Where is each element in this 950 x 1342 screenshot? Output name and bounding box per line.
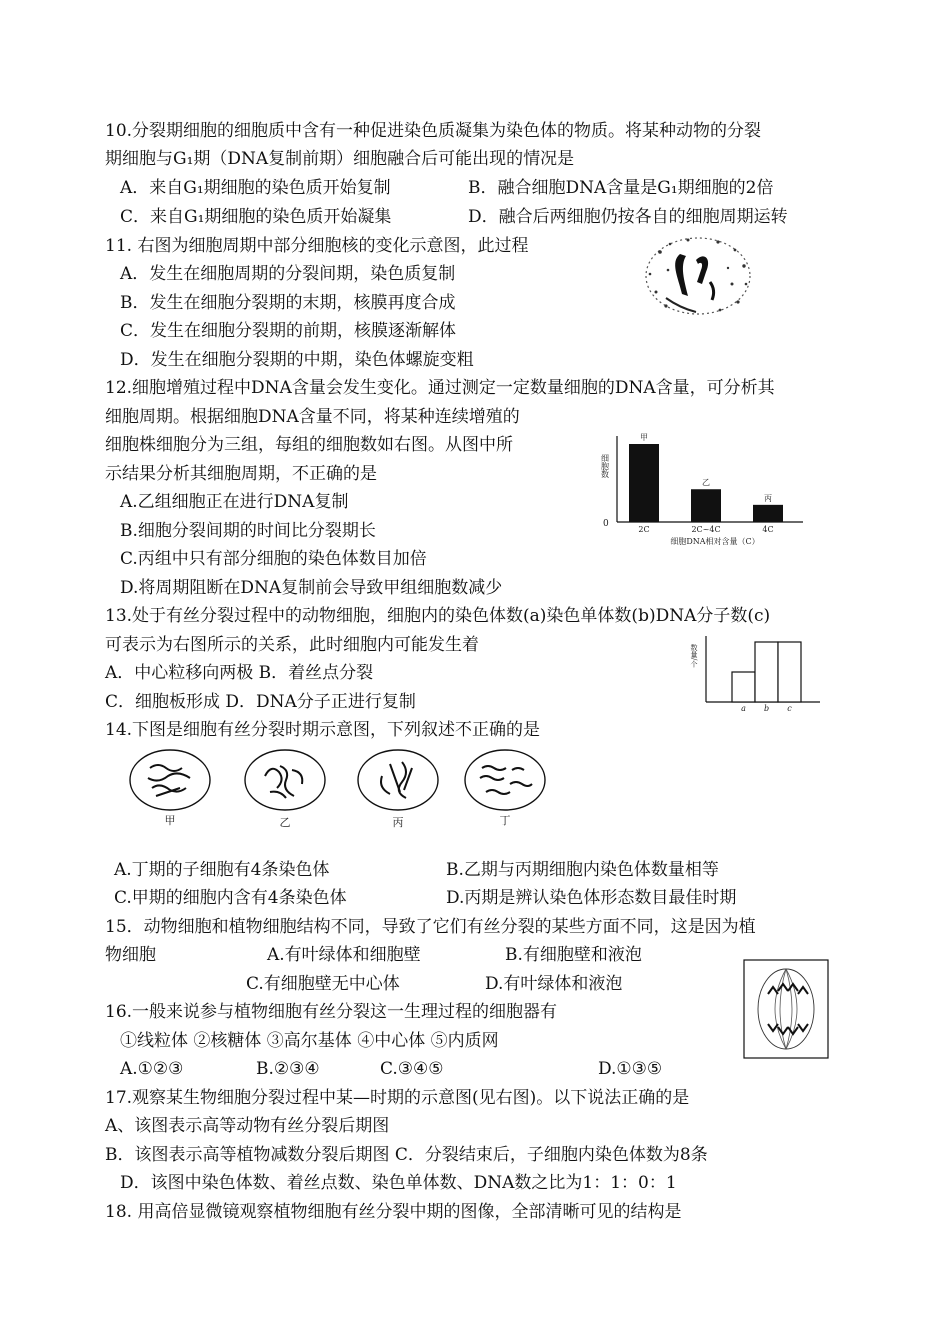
- q14-stem: 14.下图是细胞有丝分裂时期示意图，下列叙述不正确的是: [105, 720, 541, 740]
- q17-option-a: A、该图表示高等动物有丝分裂后期图: [105, 1116, 390, 1136]
- q10-option-a: A．来自G₁期细胞的染色质开始复制: [120, 178, 391, 198]
- chart2-ylabel: 数量/个: [690, 644, 698, 668]
- abc-bar-chart: [680, 630, 830, 715]
- q16-option-b: B.②③④: [256, 1059, 320, 1079]
- q17-stem: 17.观察某生物细胞分裂过程中某—时期的示意图(见右图)。以下说法正确的是: [105, 1088, 690, 1108]
- chart2-bar-2: [778, 642, 801, 702]
- q15-option-d: D.有叶绿体和液泡: [485, 974, 623, 994]
- nucleus-figure: [640, 232, 760, 322]
- q11-option-b: B．发生在细胞分裂期的末期，核膜再度合成: [120, 293, 456, 313]
- q14-option-a: A.丁期的子细胞有4条染色体: [114, 860, 330, 880]
- q15-option-a: A.有叶绿体和细胞壁: [267, 945, 421, 965]
- chart2-tick-0: a: [741, 704, 746, 713]
- q16-stem: 16.一般来说参与植物细胞有丝分裂这一生理过程的细胞器有: [105, 1002, 558, 1022]
- chart2-bar-1: [755, 642, 778, 702]
- cell-bing-icon: [358, 750, 438, 810]
- chart2-tick-2: c: [787, 704, 792, 713]
- chart2-bar-0: [732, 672, 755, 702]
- plant-cell-anaphase-figure: [742, 958, 830, 1060]
- q17-option-d: D．该图中染色体数、着丝点数、染色单体数、DNA数之比为1：1：0：1: [120, 1173, 677, 1193]
- q13-stem-line2: 可表示为右图所示的关系，此时细胞内可能发生着: [105, 635, 479, 655]
- chart1-ylabel: 细胞数: [600, 454, 610, 478]
- q12-stem-line3: 细胞株细胞分为三组，每组的细胞数如右图。从图中所: [105, 435, 513, 455]
- q12-option-d: D.将周期阻断在DNA复制前会导致甲组细胞数减少: [120, 578, 503, 598]
- q11-option-c: C．发生在细胞分裂期的前期，核膜逐渐解体: [120, 321, 457, 341]
- caption-ding: 丁: [499, 814, 511, 827]
- q10-option-d: D．融合后两细胞仍按各自的细胞周期运转: [468, 207, 788, 227]
- chart1-tick-2: 4C: [762, 525, 774, 534]
- chart1-bar-0: [629, 444, 659, 522]
- chart1-tick-1: 2C~4C: [691, 525, 721, 534]
- q18-stem: 18. 用高倍显微镜观察植物细胞有丝分裂中期的图像，全部清晰可见的结构是: [105, 1202, 682, 1222]
- q10-stem-line2: 期细胞与G₁期（DNA复制前期）细胞融合后可能出现的情况是: [105, 149, 575, 169]
- chart1-tick-0: 2C: [638, 525, 650, 534]
- chart1-bar-1: [691, 489, 721, 522]
- q14-option-b: B.乙期与丙期细胞内染色体数量相等: [446, 860, 719, 880]
- q12-stem-line4: 示结果分析其细胞周期，不正确的是: [105, 464, 377, 484]
- q17-options-bc: B．该图表示高等植物减数分裂后期图 C．分裂结束后，子细胞内染色体数为8条: [105, 1145, 708, 1165]
- cell-ding-icon: [465, 750, 545, 810]
- q11-option-a: A．发生在细胞周期的分裂间期，染色质复制: [120, 264, 456, 284]
- q10-stem-line1: 10.分裂期细胞的细胞质中含有一种促进染色质凝集为染色体的物质。将某种动物的分裂: [105, 121, 762, 141]
- q12-stem-line2: 细胞周期。根据细胞DNA含量不同，将某种连续增殖的: [105, 407, 520, 427]
- q13-options-ab: A．中心粒移向两极 B．着丝点分裂: [105, 663, 374, 683]
- q15-stem-line2: 物细胞: [105, 945, 156, 965]
- dna-content-bar-chart: [595, 430, 815, 550]
- q14-option-c: C.甲期的细胞内含有4条染色体: [114, 888, 347, 908]
- q16-option-a: A.①②③: [120, 1059, 184, 1079]
- caption-bing: 丙: [392, 816, 404, 829]
- q10-option-c: C．来自G₁期细胞的染色质开始凝集: [120, 207, 392, 227]
- chart1-xlabel: 细胞DNA相对含量（C）: [670, 537, 760, 546]
- q12-option-b: B.细胞分裂间期的时间比分裂期长: [120, 521, 376, 541]
- q15-stem-line1: 15．动物细胞和植物细胞结构不同，导致了它们有丝分裂的某些方面不同，这是因为植: [105, 917, 756, 937]
- q12-option-c: C.丙组中只有部分细胞的染色体数目加倍: [120, 549, 427, 569]
- q16-option-d: D.①③⑤: [598, 1059, 663, 1079]
- chart1-bar-label-1: 乙: [702, 478, 710, 488]
- cell-jia-icon: [130, 750, 210, 810]
- mitosis-phases-figure: [120, 746, 560, 836]
- chart1-origin-label: 0: [603, 519, 609, 529]
- q13-options-cd: C．细胞板形成 D．DNA分子正进行复制: [105, 692, 416, 712]
- q11-option-d: D．发生在细胞分裂期的中期，染色体螺旋变粗: [120, 350, 474, 370]
- q15-option-b: B.有细胞壁和液泡: [505, 945, 642, 965]
- q12-stem-line1: 12.细胞增殖过程中DNA含量会发生变化。通过测定一定数量细胞的DNA含量，可分析其: [105, 378, 775, 398]
- q13-stem-line1: 13.处于有丝分裂过程中的动物细胞，细胞内的染色体数(a)染色单体数(b)DNA分子数(c): [105, 606, 771, 626]
- q16-option-c: C.③④⑤: [380, 1059, 444, 1079]
- caption-jia: 甲: [164, 814, 176, 827]
- chart2-tick-1: b: [763, 704, 770, 713]
- chart1-bar-label-2: 丙: [764, 493, 772, 503]
- q15-option-c: C.有细胞壁无中心体: [246, 974, 400, 994]
- chart1-bar-label-0: 甲: [640, 433, 648, 442]
- q14-option-d: D.丙期是辨认染色体形态数目最佳时期: [446, 888, 737, 908]
- q11-stem: 11. 右图为细胞周期中部分细胞核的变化示意图，此过程: [105, 236, 529, 256]
- chart1-bar-2: [753, 505, 783, 522]
- q10-option-b: B．融合细胞DNA含量是G₁期细胞的2倍: [468, 178, 774, 198]
- cell-yi-icon: [245, 750, 325, 810]
- caption-yi: 乙: [279, 816, 291, 829]
- q16-items: ①线粒体 ②核糖体 ③高尔基体 ④中心体 ⑤内质网: [120, 1031, 499, 1051]
- q12-option-a: A.乙组细胞正在进行DNA复制: [120, 492, 349, 512]
